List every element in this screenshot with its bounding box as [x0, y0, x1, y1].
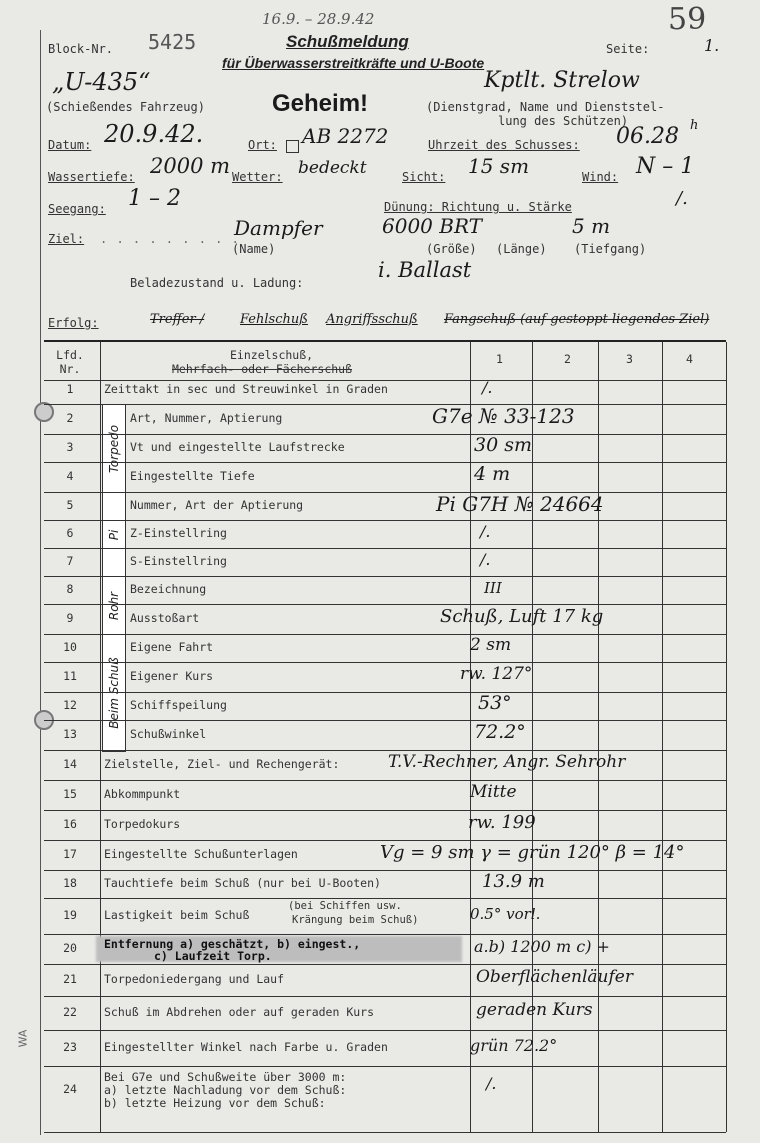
table-row	[44, 1030, 726, 1067]
row-number: 9	[66, 611, 74, 625]
sicht-label: Sicht:	[402, 170, 446, 184]
row-label-line: a) letzte Nachladung vor dem Schuß:	[104, 1083, 347, 1097]
row-label: Eingestellte Schußunterlagen	[104, 847, 298, 861]
row-label: Vt und eingestellte Laufstrecke	[130, 440, 345, 454]
row-label: Eigene Fahrt	[130, 640, 214, 654]
table-row	[44, 492, 726, 521]
row-number: 6	[66, 526, 74, 540]
header-col-2: 2	[564, 352, 571, 366]
table-row	[44, 750, 726, 781]
geheim-stamp: Geheim!	[272, 90, 369, 117]
row-value: 2 sm	[470, 635, 512, 656]
table-row	[44, 1066, 726, 1133]
belade-label: Beladezustand u. Ladung:	[130, 276, 304, 290]
row-label: Torpedokurs	[104, 817, 181, 831]
shooter-label-1: (Dienstgrad, Name und Dienststel-	[426, 100, 665, 114]
row-value: Mitte	[470, 782, 517, 803]
row-value: geraden Kurs	[476, 1000, 593, 1021]
row-number: 10	[63, 640, 77, 654]
row-number: 23	[63, 1040, 77, 1054]
row-number: 12	[63, 698, 77, 712]
erfolg-label: Erfolg:	[48, 316, 99, 330]
ziel-groesse-value: 6000 BRT	[382, 214, 482, 238]
row-value: 13.9 m	[482, 870, 545, 892]
uhrzeit-suffix: h	[690, 118, 699, 133]
vessel-value: „U-435“	[52, 68, 151, 96]
row-value: III	[484, 578, 502, 597]
table-row	[44, 462, 726, 493]
shooter-label-2: lung des Schützen)	[498, 114, 629, 128]
row-label: Zeittakt in sec und Streuwinkel in Graden	[104, 382, 388, 396]
row-label: Eigener Kurs	[130, 669, 214, 683]
header-nr-1: Lfd.	[56, 348, 84, 362]
row-label: Lastigkeit beim Schuß	[104, 908, 250, 922]
table-row	[44, 662, 726, 693]
block-number: 5425	[148, 30, 197, 54]
seite-label: Seite:	[606, 42, 650, 56]
row-label: S-Einstellring	[130, 554, 227, 568]
row-label: Eingestellte Tiefe	[130, 469, 255, 483]
row-label: Abkommpunkt	[104, 787, 181, 801]
row-label: Schiffspeilung	[130, 698, 227, 712]
row-value: grün 72.2°	[470, 1036, 558, 1055]
wind-value: N – 1	[636, 154, 695, 179]
row-value: Pi G7H № 24664	[436, 492, 604, 516]
table-row	[44, 720, 726, 751]
row-number: 1	[66, 382, 74, 396]
row-label: Art, Nummer, Aptierung	[130, 411, 283, 425]
row-value: 72.2°	[474, 720, 526, 743]
table-row	[44, 576, 726, 605]
row-number: 18	[63, 876, 77, 890]
row-value: /.	[482, 378, 493, 397]
row-number: 20	[63, 941, 77, 955]
row-value: Vg = 9 sm γ = grün 120° β = 14°	[380, 841, 685, 863]
erfolg-angriffsschuss: Angriffsschuß	[326, 312, 418, 327]
ziel-label: Ziel:	[48, 232, 85, 246]
datum-value: 20.9.42.	[104, 120, 204, 148]
table-row	[44, 810, 726, 841]
group-torpedo-label: Torpedo	[107, 424, 121, 474]
table-row	[44, 634, 726, 663]
seegang-label: Seegang:	[48, 202, 106, 216]
table-row	[44, 964, 726, 997]
header-title-1: Einzelschuß,	[230, 348, 314, 362]
row-label: Torpedoniedergang und Lauf	[104, 972, 285, 986]
row-number: 5	[66, 498, 74, 512]
form-title: Schußmeldung	[286, 32, 409, 51]
table-row	[44, 548, 726, 577]
header-col-3: 3	[626, 352, 633, 366]
row-number: 24	[63, 1082, 77, 1096]
sicht-value: 15 sm	[468, 154, 530, 178]
erfolg-fehlschuss: Fehlschuß	[240, 312, 308, 327]
row-number: 13	[63, 727, 77, 741]
row-number: 11	[63, 669, 77, 683]
margin-note: WA	[16, 1029, 30, 1048]
ziel-dots: . . . . . . . . .	[100, 232, 240, 246]
datum-label: Datum:	[48, 138, 92, 152]
ziel-groesse-label: (Größe)	[426, 242, 477, 256]
ziel-name-value: Dampfer	[234, 216, 323, 240]
row-value: /.	[480, 550, 491, 569]
ort-value: AB 2272	[302, 124, 389, 148]
row-label-note: Krängung beim Schuß)	[292, 914, 419, 926]
row-number: 4	[66, 469, 74, 483]
row-value: G7e № 33-123	[432, 404, 575, 428]
row-number: 14	[63, 757, 77, 771]
left-margin-line	[40, 30, 41, 1135]
table-row	[44, 934, 726, 965]
table-vline	[726, 342, 727, 1132]
table-row	[44, 376, 726, 405]
erfolg-treffer: Treffer /	[150, 312, 205, 327]
row-value: /.	[480, 522, 491, 541]
header-col-1: 1	[496, 352, 503, 366]
belade-value: i. Ballast	[378, 258, 472, 282]
row-label: Schußwinkel	[130, 727, 207, 741]
group-beim-schuss-label: Beim Schuß	[107, 657, 121, 729]
row-number: 19	[63, 908, 77, 922]
row-number: 16	[63, 817, 77, 831]
ort-label: Ort:	[248, 138, 277, 152]
row-label-line: Bei G7e und Schußweite über 3000 m:	[104, 1070, 347, 1084]
shooter-value: Kptlt. Strelow	[484, 68, 640, 93]
header-nr-2: Nr.	[59, 362, 81, 376]
uhrzeit-value: 06.28	[616, 124, 679, 149]
row-number: 7	[66, 554, 74, 568]
handwritten-page-number: 59	[668, 2, 707, 37]
row-value: 53°	[478, 692, 512, 714]
row-label: Schuß im Abdrehen oder auf geraden Kurs	[104, 1005, 375, 1019]
row-label: Eingestellter Winkel nach Farbe u. Graden	[104, 1040, 388, 1054]
row-label: Bezeichnung	[130, 582, 207, 596]
ziel-tiefgang-value: 5 m	[572, 214, 611, 238]
row-label: Ausstoßart	[130, 611, 200, 625]
row-label-line: b) letzte Heizung vor dem Schuß:	[104, 1096, 326, 1110]
row-number: 3	[66, 440, 74, 454]
row-label: Zielstelle, Ziel- und Rechengerät:	[104, 757, 340, 771]
handwritten-dates: 16.9. – 28.9.42	[262, 10, 375, 28]
row-label: Z-Einstellring	[130, 526, 227, 540]
row-value: 30 sm	[474, 434, 532, 456]
duenung-label: Dünung: Richtung u. Stärke	[384, 200, 572, 214]
row-value: /.	[486, 1074, 497, 1093]
wetter-label: Wetter:	[232, 170, 283, 184]
row-label: Nummer, Art der Aptierung	[130, 498, 304, 512]
row-value: rw. 127°	[460, 664, 533, 685]
table-row	[44, 520, 726, 549]
row-number: 21	[63, 972, 77, 986]
duenung-value: /.	[676, 188, 688, 209]
table-row	[44, 604, 726, 635]
table-row	[44, 404, 726, 435]
row-label-note: (bei Schiffen usw.	[288, 900, 402, 912]
wassertiefe-label: Wassertiefe:	[48, 170, 135, 184]
row-value: a.b) 1200 m c) +	[474, 937, 610, 956]
wetter-value: bedeckt	[298, 158, 367, 178]
ziel-name-label: (Name)	[232, 242, 276, 256]
table-row	[44, 434, 726, 463]
row-number: 22	[63, 1005, 77, 1019]
form-subtitle: für Überwasserstreitkräfte und U-Boote	[222, 55, 485, 71]
wind-label: Wind:	[582, 170, 619, 184]
erfolg-fangschuss: Fangschuß (auf gestoppt liegendes Ziel)	[444, 312, 710, 327]
row-label-line: c) Laufzeit Torp.	[154, 949, 272, 963]
row-number: 15	[63, 787, 77, 801]
row-label: Tauchtiefe beim Schuß (nur bei U-Booten)	[104, 876, 381, 890]
group-rohr-label: Rohr	[107, 591, 121, 621]
ziel-tiefgang-label: (Tiefgang)	[574, 242, 647, 256]
table-row	[44, 840, 726, 871]
row-value: 0.5° vorl.	[470, 904, 541, 923]
row-number: 2	[66, 411, 74, 425]
seegang-value: 1 – 2	[128, 186, 181, 211]
seite-value: 1.	[704, 36, 720, 55]
shot-report-table	[44, 340, 726, 376]
row-value: 4 m	[474, 462, 511, 485]
vessel-label: (Schießendes Fahrzeug)	[46, 100, 205, 114]
row-value: rw. 199	[468, 811, 536, 833]
table-row	[44, 996, 726, 1031]
row-value: Oberflächenläufer	[476, 967, 633, 988]
ziel-laenge-label: (Länge)	[496, 242, 547, 256]
table-row	[44, 898, 726, 935]
header-col-4: 4	[686, 352, 693, 366]
row-value: T.V.-Rechner, Angr. Sehrohr	[388, 752, 626, 773]
row-number: 8	[66, 582, 74, 596]
header-title-2: Mehrfach- oder Fächerschuß	[172, 362, 353, 376]
group-pi-label: Pi	[107, 529, 121, 541]
row-value: Schuß, Luft 17 kg	[440, 605, 604, 627]
table-row	[44, 870, 726, 899]
wassertiefe-value: 2000 m	[150, 154, 231, 178]
uhrzeit-label: Uhrzeit des Schusses:	[428, 138, 580, 152]
ort-grid-box	[286, 140, 299, 153]
block-number-label: Block-Nr.	[48, 42, 114, 56]
table-row	[44, 780, 726, 811]
row-label-line: Entfernung a) geschätzt, b) eingest.,	[104, 937, 361, 951]
table-row	[44, 692, 726, 721]
row-number: 17	[63, 847, 77, 861]
